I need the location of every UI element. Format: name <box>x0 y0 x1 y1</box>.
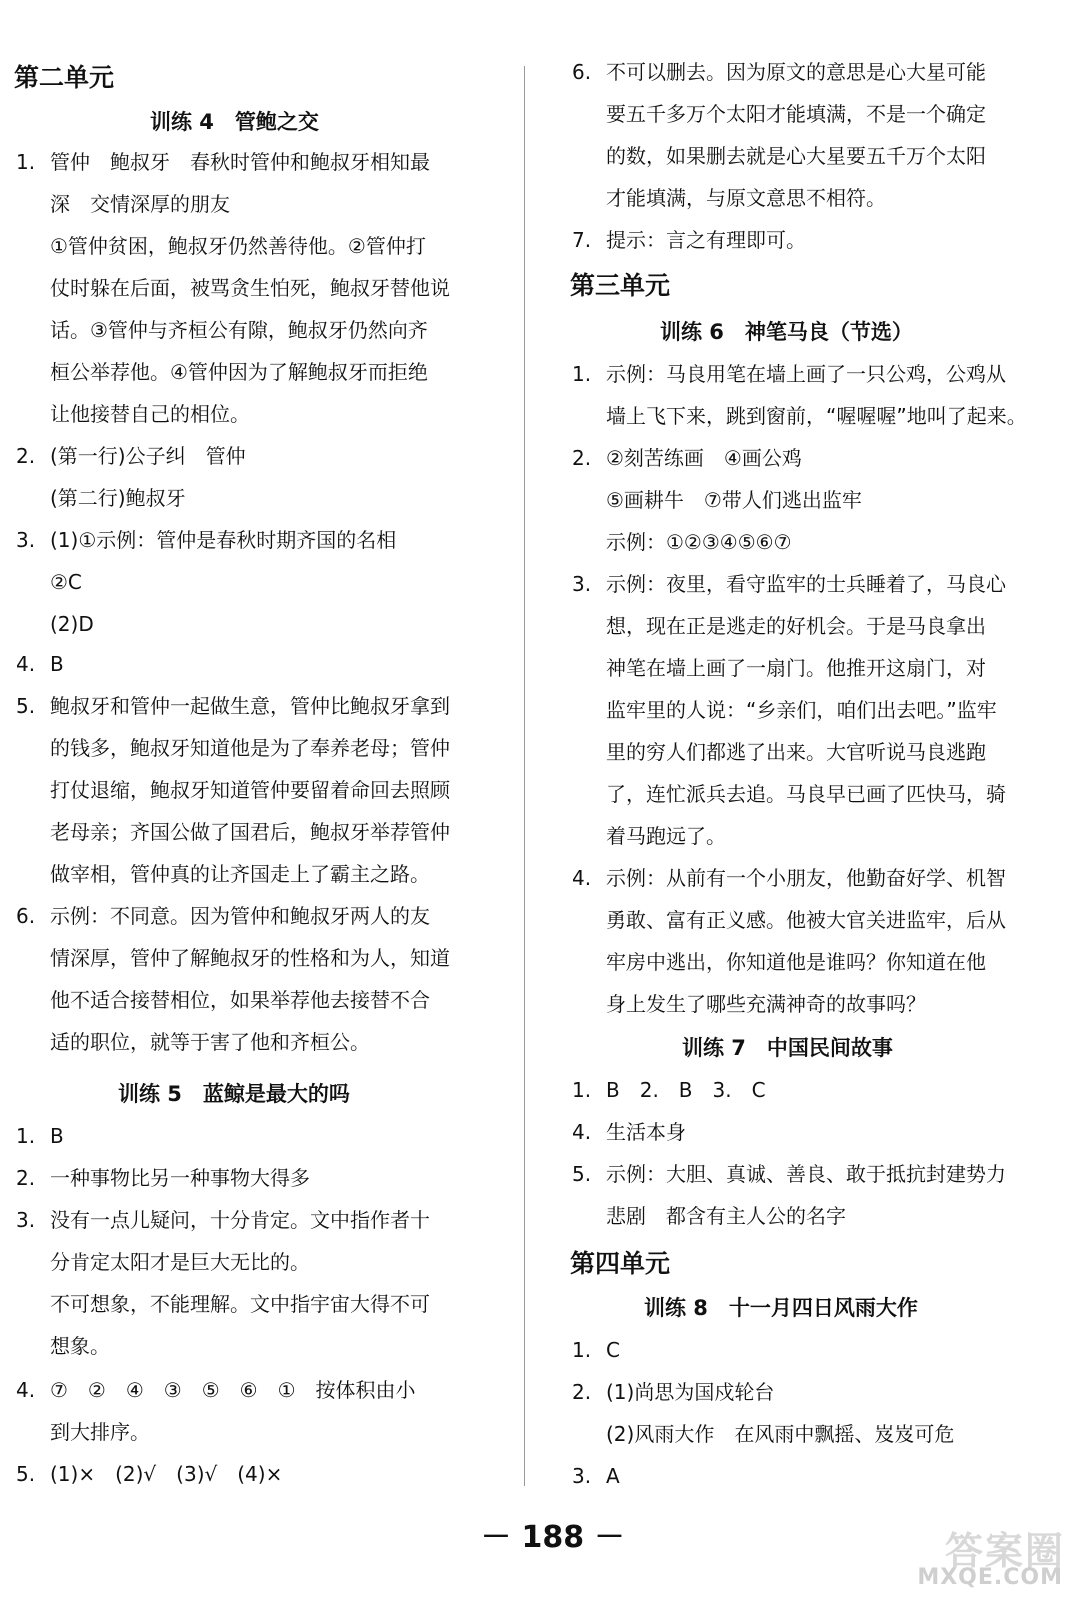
column-divider <box>524 66 525 1486</box>
item-number: 1. <box>572 1338 592 1362</box>
item-line: 仗时躲在后面，被骂贪生怕死，鲍叔牙替他说 <box>50 276 450 300</box>
item-line: 监牢里的人说：“乡亲们，咱们出去吧。”监牢 <box>606 698 997 722</box>
item-number: 2. <box>16 444 36 468</box>
item-line: B <box>50 652 64 676</box>
item-number: 2. <box>572 446 592 470</box>
item-line: (第一行)公子纠 管仲 <box>50 444 246 468</box>
unit-heading-3: 第三单元 <box>570 271 671 300</box>
item-line: 牢房中逃出，你知道他是谁吗？你知道在他 <box>606 950 986 974</box>
item-line: 示例：夜里，看守监牢的士兵睡着了，马良心 <box>606 572 1006 596</box>
item-line: 示例：从前有一个小朋友，他勤奋好学、机智 <box>606 866 1006 890</box>
item-line: (1)× (2)√ (3)√ (4)× <box>50 1462 283 1486</box>
item-line: ⑦ ② ④ ③ ⑤ ⑥ ① 按体积由小 <box>50 1378 416 1402</box>
item-line: 话。③管仲与齐桓公有隙，鲍叔牙仍然向齐 <box>50 318 428 342</box>
item-number: 4. <box>16 652 36 676</box>
unit-heading-2: 第二单元 <box>14 63 115 92</box>
item-line: 想，现在正是逃走的好机会。于是马良拿出 <box>606 614 986 638</box>
item-line: B 2. B 3. C <box>606 1078 766 1102</box>
item-line: 让他接替自己的相位。 <box>50 402 250 426</box>
item-line: 想象。 <box>50 1334 110 1358</box>
item-number: 3. <box>572 572 592 596</box>
item-line: (1)尚思为国戍轮台 <box>606 1380 775 1404</box>
item-number: 4. <box>16 1378 36 1402</box>
item-line: 示例：不同意。因为管仲和鲍叔牙两人的友 <box>50 904 430 928</box>
item-line: 到大排序。 <box>50 1420 150 1444</box>
item-line: (1)①示例：管仲是春秋时期齐国的名相 <box>50 528 397 552</box>
item-line: 没有一点儿疑问，十分肯定。文中指作者十 <box>50 1208 430 1232</box>
training-7-title: 训练 7 中国民间故事 <box>682 1036 893 1060</box>
item-line: 的数，如果删去就是心大星要五千万个太阳 <box>606 144 986 168</box>
item-line: (第二行)鲍叔牙 <box>50 486 186 510</box>
item-line: 老母亲；齐国公做了国君后，鲍叔牙举荐管仲 <box>50 820 450 844</box>
item-number: 5. <box>16 694 36 718</box>
item-line: 桓公举荐他。④管仲因为了解鲍叔牙而拒绝 <box>50 360 428 384</box>
item-line: ②刻苦练画 ④画公鸡 <box>606 446 802 470</box>
item-number: 6. <box>572 60 592 84</box>
item-number: 1. <box>16 1124 36 1148</box>
item-number: 2. <box>572 1380 592 1404</box>
item-line: 示例：大胆、真诚、善良、敢于抵抗封建势力 <box>606 1162 1006 1186</box>
item-number: 4. <box>572 866 592 890</box>
item-line: 分肯定太阳才是巨大无比的。 <box>50 1250 310 1274</box>
training-8-title: 训练 8 十一月四日风雨大作 <box>644 1296 918 1320</box>
item-line: 生活本身 <box>606 1120 686 1144</box>
item-line: 深 交情深厚的朋友 <box>50 192 230 216</box>
item-line: 提示：言之有理即可。 <box>606 228 806 252</box>
item-line: 他不适合接替相位，如果举荐他去接替不合 <box>50 988 430 1012</box>
item-line: ①管仲贫困，鲍叔牙仍然善待他。②管仲打 <box>50 234 426 258</box>
item-line: ⑤画耕牛 ⑦带人们逃出监牢 <box>606 488 862 512</box>
item-line: 要五千多万个太阳才能填满，不是一个确定 <box>606 102 986 126</box>
watermark-logo <box>905 1520 1065 1590</box>
item-line: (2)风雨大作 在风雨中飘摇、岌岌可危 <box>606 1422 955 1446</box>
item-line: 悲剧 都含有主人公的名字 <box>606 1204 846 1228</box>
item-line: 身上发生了哪些充满神奇的故事吗？ <box>606 992 926 1016</box>
item-number: 1. <box>16 150 36 174</box>
item-line: 神笔在墙上画了一扇门。他推开这扇门，对 <box>606 656 986 680</box>
item-line: 情深厚，管仲了解鲍叔牙的性格和为人，知道 <box>50 946 450 970</box>
item-line: 一种事物比另一种事物大得多 <box>50 1166 310 1190</box>
item-line: 做宰相，管仲真的让齐国走上了霸主之路。 <box>50 862 430 886</box>
item-number: 4. <box>572 1120 592 1144</box>
training-5-title: 训练 5 蓝鲸是最大的吗 <box>118 1082 350 1106</box>
item-number: 3. <box>16 1208 36 1232</box>
item-number: 5. <box>16 1462 36 1486</box>
item-number: 6. <box>16 904 36 928</box>
page-number: － 188 － <box>481 1520 625 1555</box>
item-line: ②C <box>50 570 82 594</box>
item-line: A <box>606 1464 620 1488</box>
item-line: (2)D <box>50 612 94 636</box>
item-number: 1. <box>572 362 592 386</box>
item-number: 1. <box>572 1078 592 1102</box>
item-line: 示例：马良用笔在墙上画了一只公鸡，公鸡从 <box>606 362 1006 386</box>
training-6-title: 训练 6 神笔马良（节选） <box>660 320 913 344</box>
item-number: 7. <box>572 228 592 252</box>
item-line: 示例：①②③④⑤⑥⑦ <box>606 530 792 554</box>
watermark-top-text: 答案圈 <box>944 1529 1065 1573</box>
item-line: 了，连忙派兵去追。马良早已画了匹快马，骑 <box>606 782 1006 806</box>
item-line: 里的穷人们都逃了出来。大官听说马良逃跑 <box>606 740 986 764</box>
item-line: 打仗退缩，鲍叔牙知道管仲要留着命回去照顾 <box>50 778 450 802</box>
item-number: 5. <box>572 1162 592 1186</box>
item-line: C <box>606 1338 620 1362</box>
item-line: B <box>50 1124 64 1148</box>
item-number: 2. <box>16 1166 36 1190</box>
item-line: 才能填满，与原文意思不相符。 <box>606 186 886 210</box>
watermark-bottom-text: MXQE.COM <box>917 1565 1063 1590</box>
unit-heading-4: 第四单元 <box>570 1249 671 1278</box>
item-line: 鲍叔牙和管仲一起做生意，管仲比鲍叔牙拿到 <box>50 694 450 718</box>
item-number: 3. <box>16 528 36 552</box>
item-line: 管仲 鲍叔牙 春秋时管仲和鲍叔牙相知最 <box>50 150 430 174</box>
item-line: 适的职位，就等于害了他和齐桓公。 <box>50 1030 370 1054</box>
item-line: 着马跑远了。 <box>606 824 726 848</box>
item-number: 3. <box>572 1464 592 1488</box>
item-line: 不可以删去。因为原文的意思是心大星可能 <box>606 60 986 84</box>
training-4-title: 训练 4 管鲍之交 <box>150 110 319 134</box>
item-line: 勇敢、富有正义感。他被大官关进监牢，后从 <box>606 908 1006 932</box>
item-line: 的钱多，鲍叔牙知道他是为了奉养老母；管仲 <box>50 736 450 760</box>
item-line: 不可想象，不能理解。文中指宇宙大得不可 <box>50 1292 430 1316</box>
item-line: 墙上飞下来，跳到窗前，“喔喔喔”地叫了起来。 <box>606 404 1027 428</box>
